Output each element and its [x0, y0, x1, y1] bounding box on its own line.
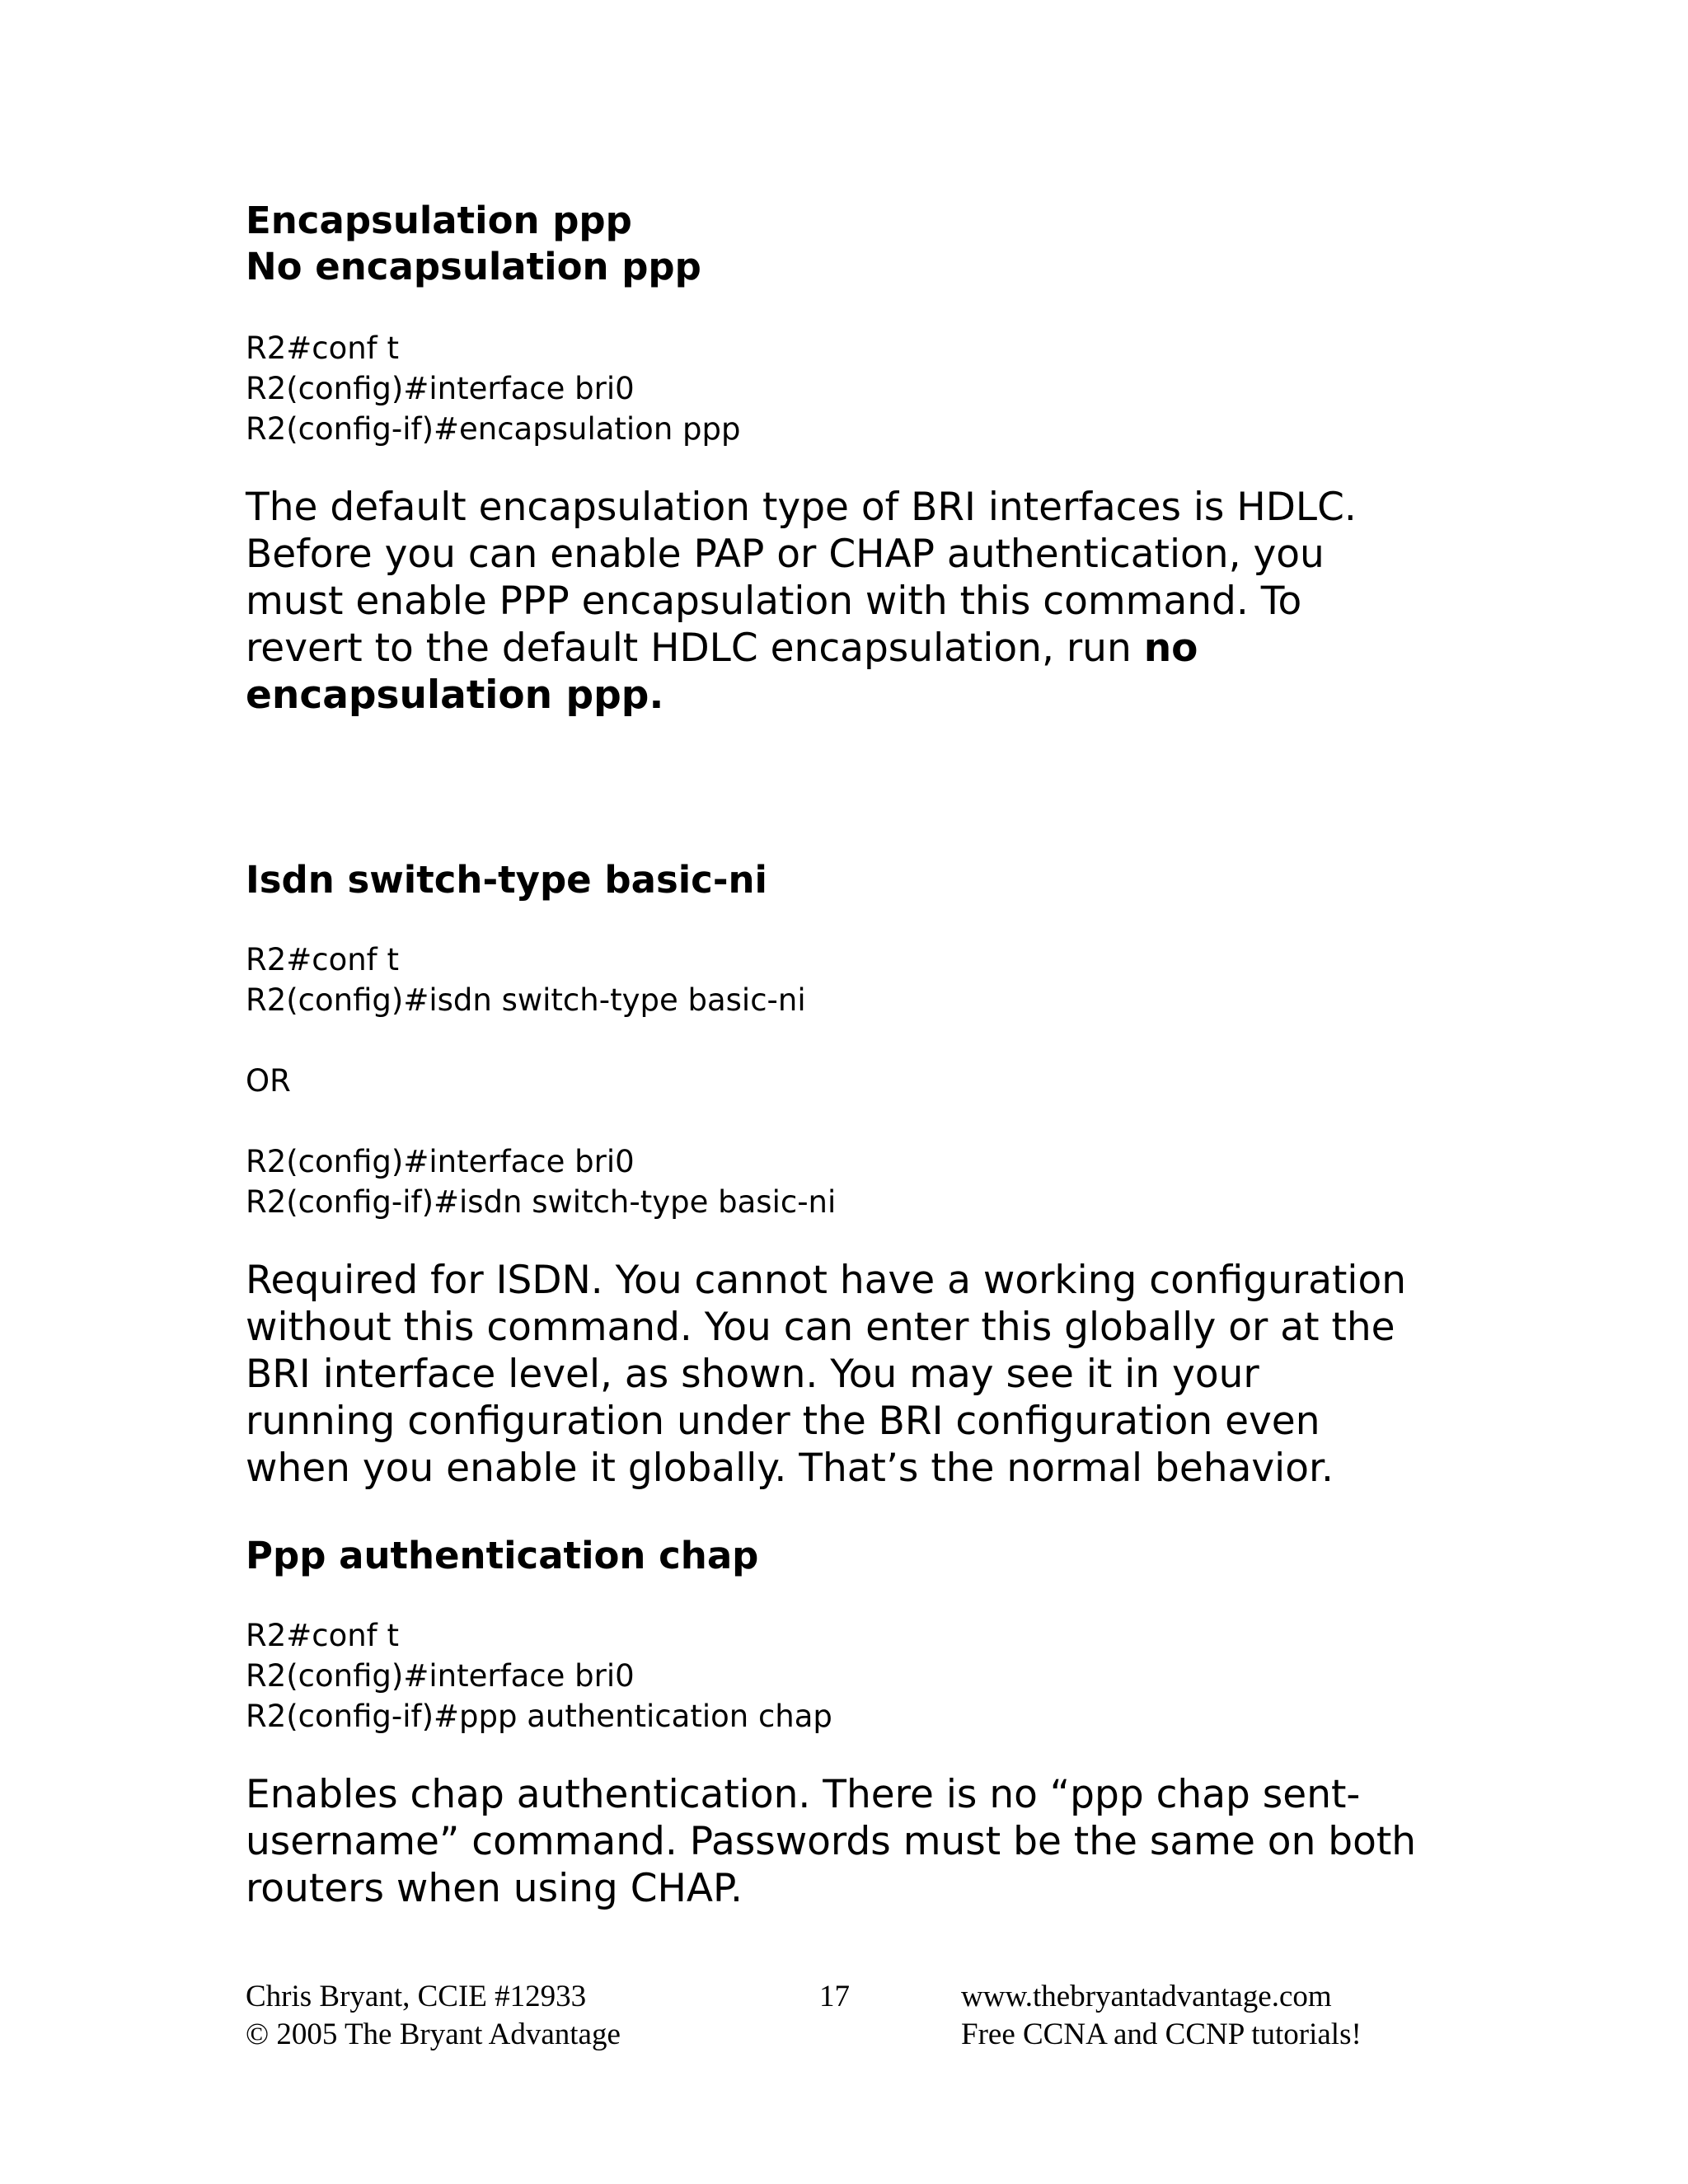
code-block [246, 940, 1482, 1020]
paragraph-line: running configuration under the BRI configuration even [246, 1399, 1320, 1444]
bold-command-text: encapsulation ppp. [246, 673, 664, 718]
paragraph-line: when you enable it globally. That’s the normal behavior. [246, 1446, 1334, 1491]
paragraph-line: username” command. Passwords must be the same on both [246, 1819, 1417, 1864]
paragraph-line: The default encapsulation type of BRI interfaces is HDLC. [246, 485, 1357, 530]
section-ppp-authentication-chap [246, 1533, 1482, 1912]
paragraph-line: Enables chap authentication. There is no “ppp chap sent- [246, 1772, 1361, 1817]
code-line: R2(config)#interface bri0 [246, 371, 635, 406]
or-label: OR [246, 1063, 291, 1099]
code-line: R2(config)#interface bri0 [246, 1658, 635, 1694]
code-block [246, 328, 1482, 449]
heading-encapsulation-ppp: Encapsulation ppp [246, 199, 632, 242]
code-line: R2(config-if)#encapsulation ppp [246, 411, 741, 447]
code-block [246, 1615, 1482, 1736]
code-line: R2(config)#interface bri0 [246, 1144, 635, 1179]
footer-left [246, 1978, 621, 2054]
code-line: R2(config-if)#ppp authentication chap [246, 1699, 832, 1734]
bold-command-text: no [1143, 626, 1198, 671]
footer-copyright: © 2005 The Bryant Advantage [246, 2018, 621, 2051]
footer-right [961, 1978, 1362, 2054]
heading-no-encapsulation-ppp: No encapsulation ppp [246, 245, 701, 288]
paragraph [246, 484, 1482, 719]
paragraph-line [246, 672, 1482, 719]
section-encapsulation-ppp [246, 198, 1482, 719]
section-isdn-switch-type [246, 857, 1482, 1492]
code-line: R2(config-if)#isdn switch-type basic-ni [246, 1184, 837, 1220]
paragraph-line: Required for ISDN. You cannot have a working configuration [246, 1258, 1407, 1303]
paragraph [246, 1771, 1482, 1912]
paragraph-line: BRI interface level, as shown. You may see it in your [246, 1352, 1259, 1397]
page-number: 17 [819, 1980, 850, 2013]
footer-tagline: Free CCNA and CCNP tutorials! [961, 2018, 1362, 2051]
footer-website-link[interactable]: www.thebryantadvantage.com [961, 1980, 1332, 2013]
heading-isdn-switch-type: Isdn switch-type basic-ni [246, 858, 767, 902]
code-line: R2#conf t [246, 942, 399, 977]
paragraph-line: must enable PPP encapsulation with this command. To [246, 579, 1302, 624]
paragraph-text: revert to the default HDLC encapsulation, run [246, 626, 1144, 671]
paragraph [246, 1257, 1482, 1492]
code-line: R2(config)#isdn switch-type basic-ni [246, 982, 806, 1018]
heading-ppp-authentication-chap: Ppp authentication chap [246, 1534, 759, 1577]
page-content [246, 198, 1482, 1912]
footer-center [819, 1978, 850, 2016]
paragraph-line: Before you can enable PAP or CHAP authentication, you [246, 532, 1325, 577]
paragraph-line [246, 625, 1482, 672]
paragraph-line: routers when using CHAP. [246, 1866, 743, 1911]
code-line: R2#conf t [246, 330, 399, 366]
code-block [246, 1141, 1482, 1222]
paragraph-line: without this command. You can enter this globally or at the [246, 1305, 1395, 1350]
footer-author: Chris Bryant, CCIE #12933 [246, 1980, 587, 2013]
code-line: R2#conf t [246, 1618, 399, 1653]
